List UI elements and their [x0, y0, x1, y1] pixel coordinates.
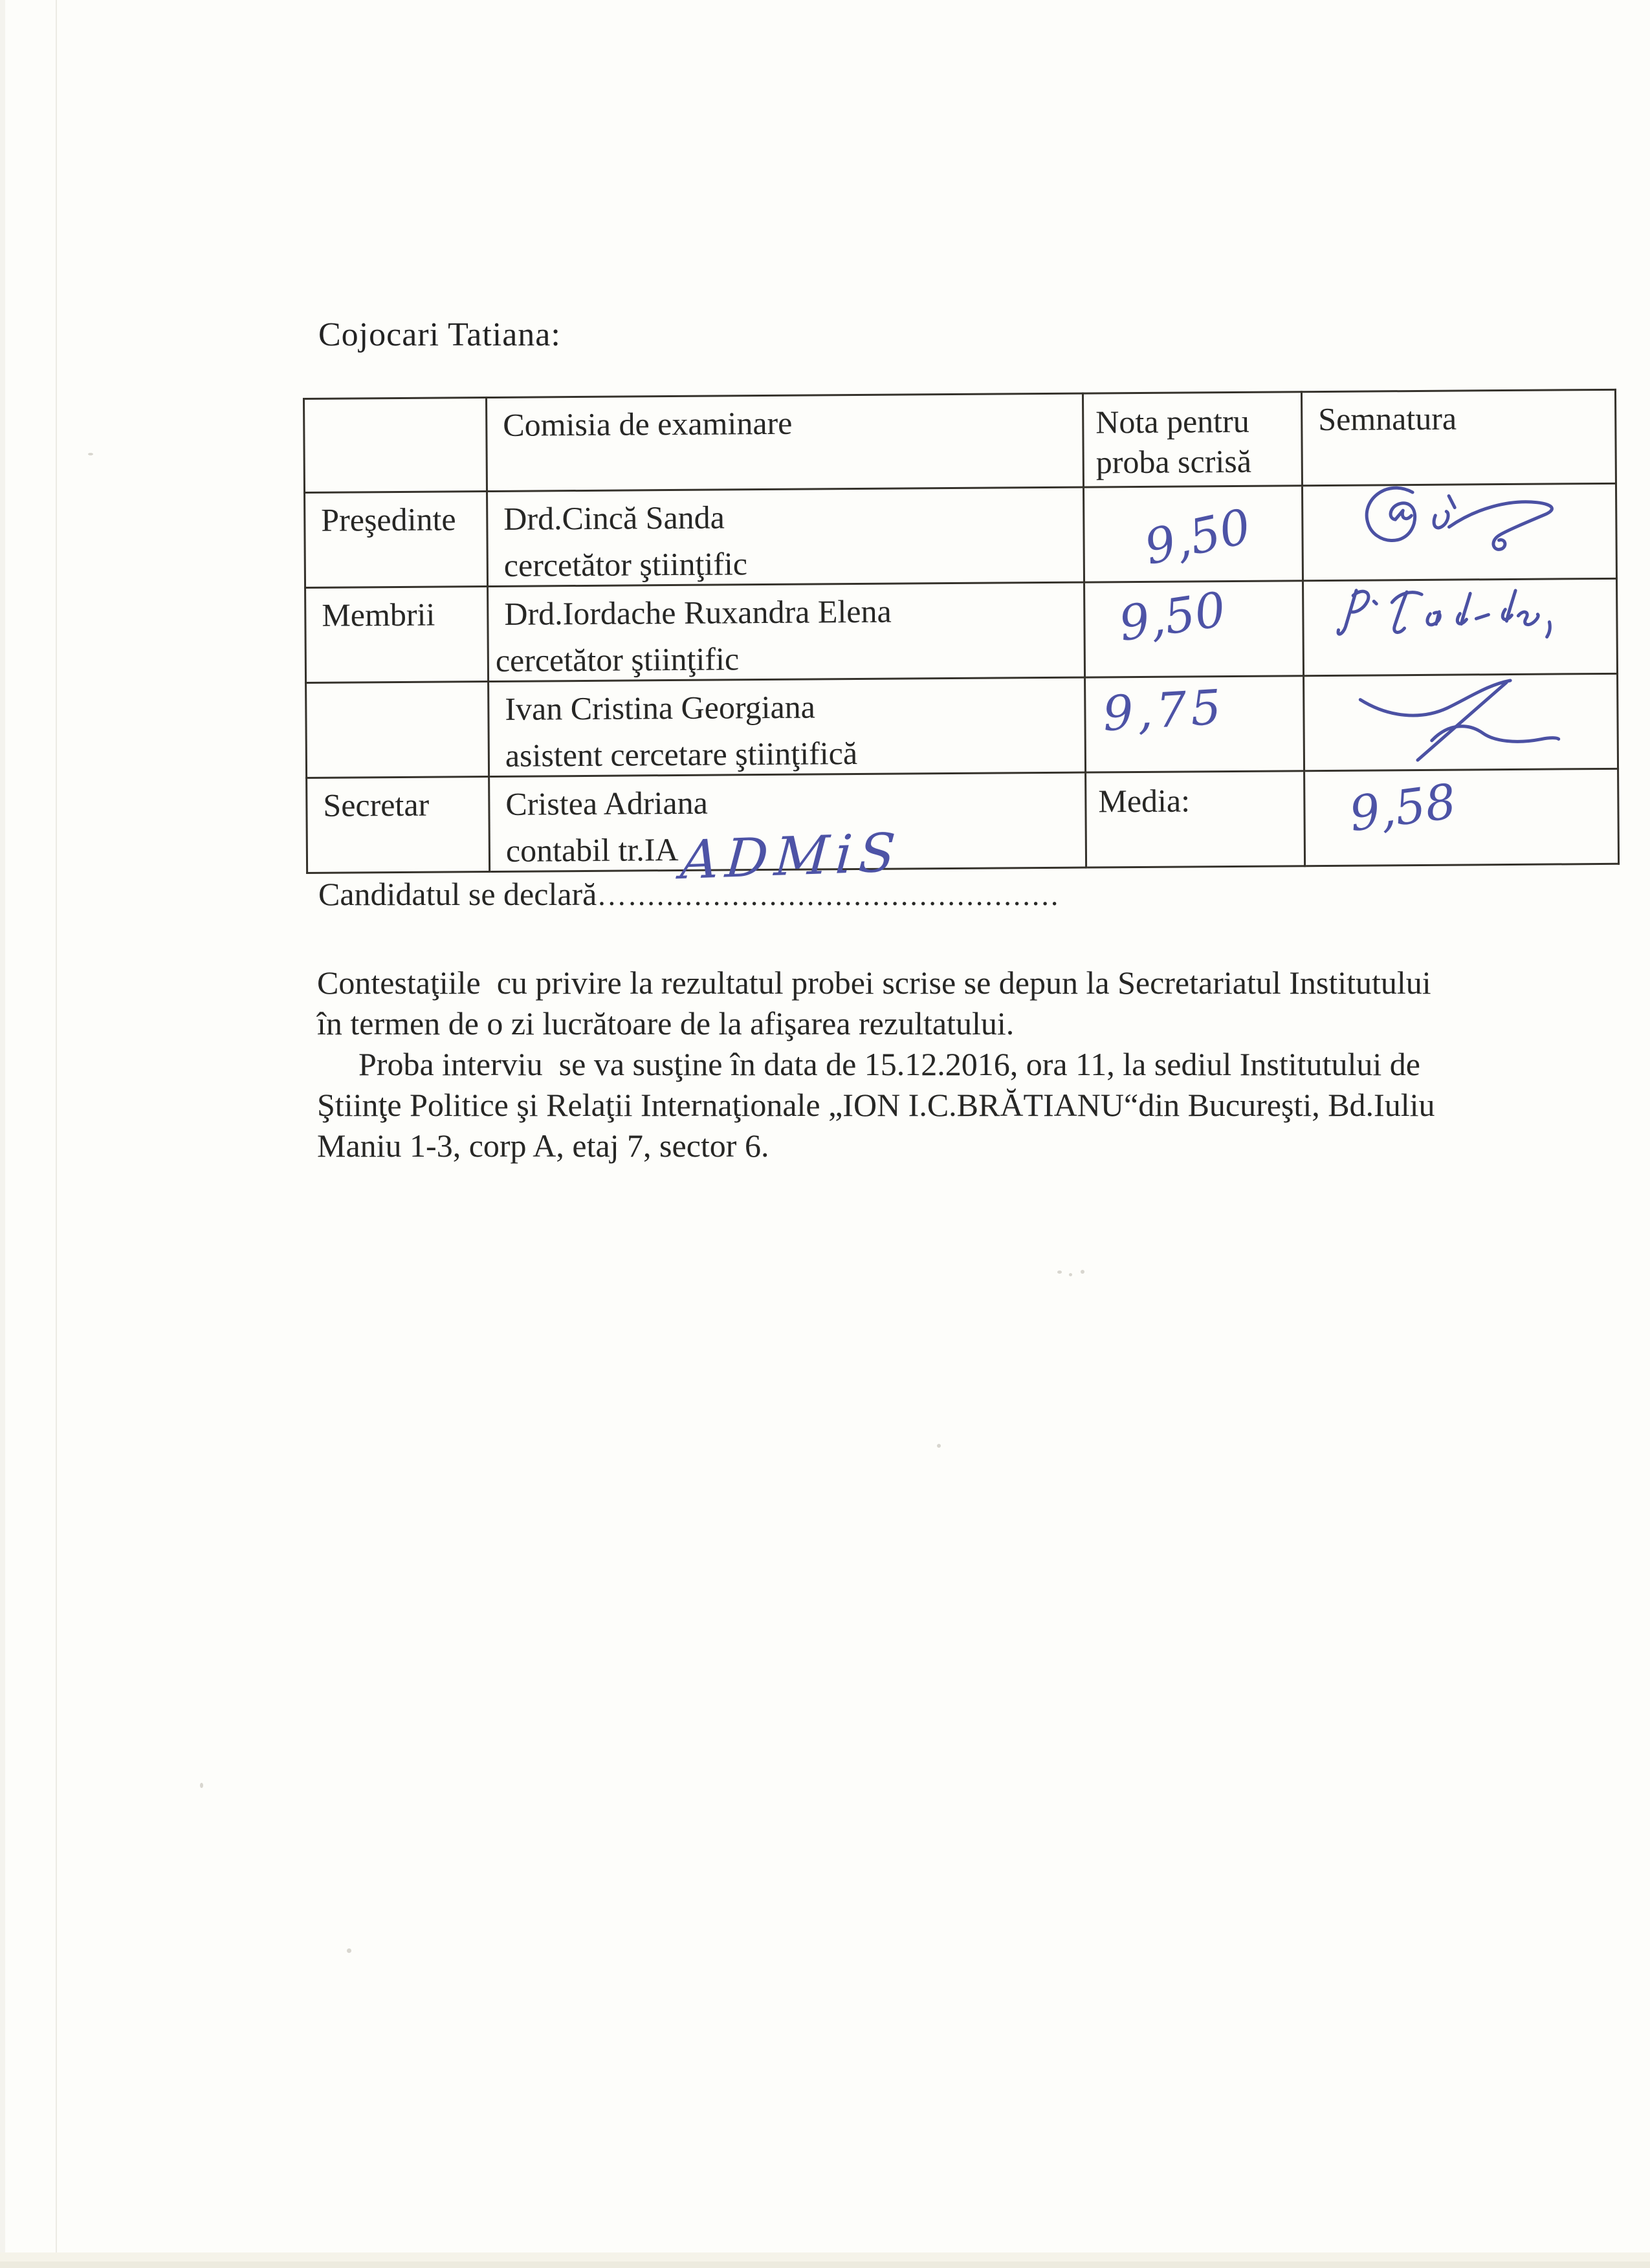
grade-cell: [1085, 676, 1304, 772]
role-cell: [307, 777, 490, 873]
role-label: Membrii: [322, 596, 435, 633]
handwritten-media-value: 9,58: [1346, 773, 1460, 843]
paragraph-interviu-line: Maniu 1-3, corp A, etaj 7, sector 6.: [317, 1128, 769, 1164]
body-paragraphs: [317, 963, 1605, 1166]
table-row-membrii: [305, 578, 1618, 682]
declaration-dotted-leader: …..............................................: [597, 878, 1061, 911]
header-commission-cell: [487, 393, 1084, 491]
role-label: Preşedinte: [321, 501, 456, 538]
header-grade-label: Nota pentru proba scrisă: [1095, 402, 1252, 481]
grade-cell: [1083, 486, 1303, 582]
signature-presedinte: [1351, 481, 1568, 561]
signature-cell: [1303, 578, 1618, 675]
member-position: contabil tr.IA: [505, 831, 679, 869]
scan-speck: [1069, 1273, 1072, 1276]
signature-membru-iordache: [1331, 582, 1558, 653]
table-row-secretar: [307, 769, 1619, 873]
scan-speck: [347, 1948, 351, 1953]
signature-membru-ivan: [1355, 679, 1582, 761]
paragraph-contestatii-line: Contestaţiile cu privire la rezultatul probei scrise se depun la Secretariatul Institutului: [317, 965, 1431, 1001]
handwritten-grade: 9,75: [1101, 679, 1227, 743]
scan-paper-edge-line: [56, 0, 57, 2268]
member-position: cercetător ştiinţific: [503, 545, 748, 583]
media-label: Media:: [1098, 782, 1191, 820]
member-position: cercetător ştiinţific: [495, 640, 740, 679]
member-cell: [488, 582, 1085, 681]
member-name: Drd.Iordache Ruxandra Elena: [504, 593, 892, 632]
scan-speck: [1081, 1270, 1084, 1274]
role-cell: [305, 492, 488, 588]
header-role-label: [305, 398, 485, 406]
paragraph-interviu-line: Proba interviu se va susţine în data de 15.12.2016, ora 11, la sediul Institutului de: [358, 1046, 1420, 1082]
scan-left-edge-shade: [0, 0, 5, 2268]
grade-cell: [1084, 581, 1304, 677]
table-row-membru-2: [306, 673, 1618, 778]
member-name: Ivan Cristina Georgiana: [505, 688, 816, 727]
media-label-cell: [1086, 771, 1305, 867]
scan-speck: [1057, 1270, 1062, 1274]
member-name: Drd.Cincă Sanda: [503, 499, 725, 537]
role-cell: [305, 587, 489, 683]
declaration-label: Candidatul se declară: [318, 876, 597, 912]
member-position: asistent cercetare ştiinţifică: [505, 735, 858, 774]
paragraph-contestatii-line: în termen de o zi lucrătoare de la afişarea rezultatului.: [317, 1005, 1015, 1041]
member-cell: [489, 677, 1086, 776]
member-cell: [487, 487, 1084, 586]
header-signature-cell: [1301, 389, 1616, 485]
handwritten-grade: 9,50: [1115, 582, 1229, 653]
handwritten-result-admis: ADMiS: [678, 822, 904, 892]
scan-speck: [937, 1444, 941, 1448]
signature-cell: [1302, 483, 1616, 580]
header-role-cell: [304, 398, 487, 493]
scan-speck: [200, 1783, 203, 1788]
scan-bottom-band: [0, 2262, 1650, 2268]
paragraph-interviu-line: Ştiinţe Politice şi Relaţii Internaţionale „ION I.C.BRĂTIANU“din Bucureşti, Bd.Iuliu: [317, 1087, 1435, 1123]
table-row-presedinte: [305, 483, 1617, 587]
header-grade-cell: [1083, 392, 1302, 487]
role-label: [307, 682, 487, 690]
signature-cell: [1304, 673, 1618, 770]
scan-speck: [88, 453, 93, 455]
candidate-name-title: Cojocari Tatiana:: [318, 316, 561, 353]
header-signature-label: Semnatura: [1318, 400, 1457, 438]
role-label: Secretar: [323, 786, 430, 823]
media-value-cell: [1304, 769, 1619, 866]
header-commission-label: Comisia de examinare: [503, 404, 793, 443]
handwritten-grade: 9,50: [1139, 498, 1256, 576]
table-header-row: [304, 389, 1616, 492]
examination-results-table: [303, 389, 1620, 874]
role-cell: [306, 682, 489, 778]
member-name: Cristea Adriana: [505, 784, 708, 822]
